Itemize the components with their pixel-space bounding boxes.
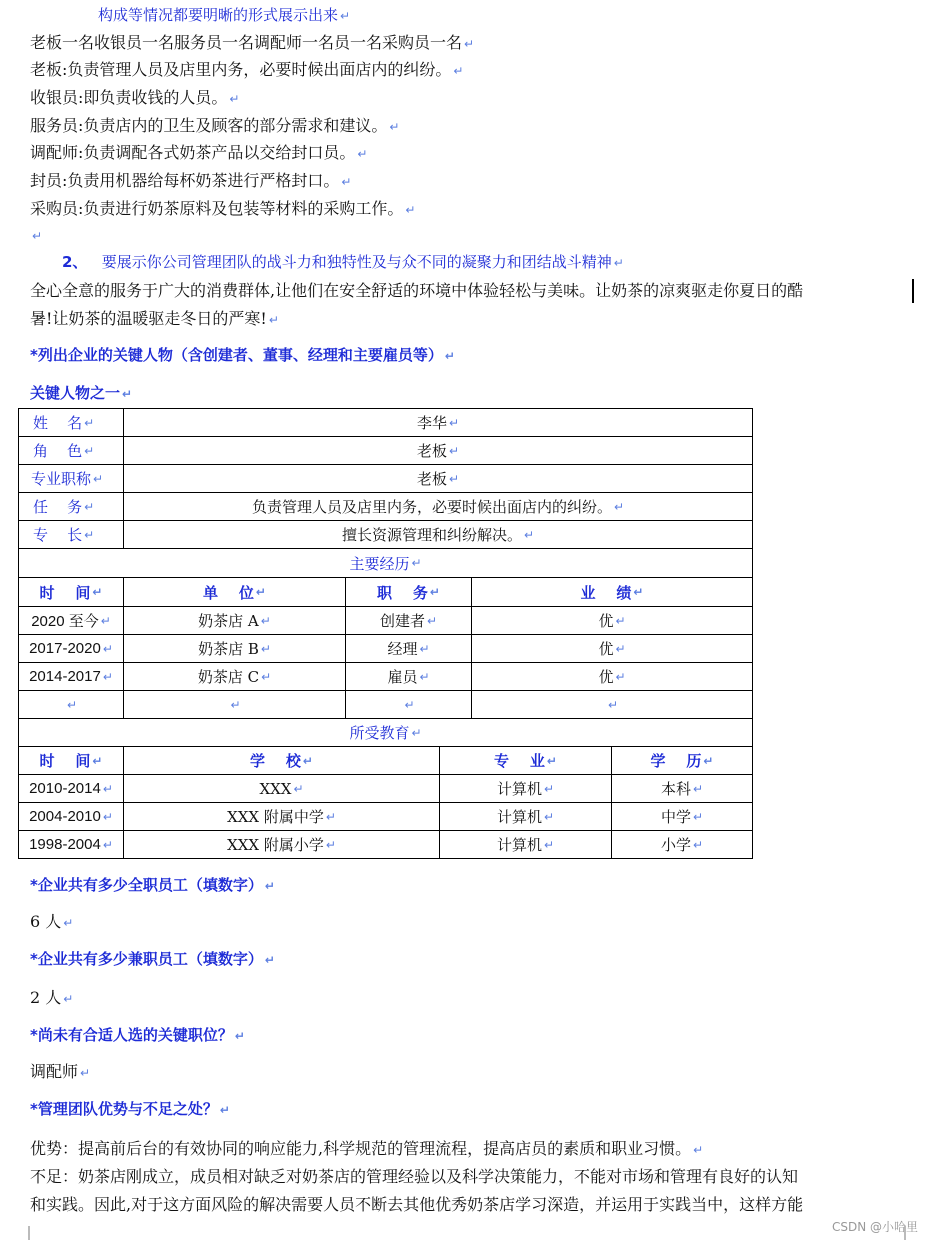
weaknesses-line: 和实践。因此,对于这方面风险的解决需要人员不断去其他优秀奶茶店学习深造，并运用于实践当中，这样方能 [30, 1195, 804, 1214]
mission-paragraph-line: 全心全意的服务于广大的消费群体,让他们在安全舒适的环境中体验轻松与美味。让奶茶的凉爽驱走你夏日的酷 [30, 281, 804, 300]
education-cell: XXX ↵ [123, 774, 440, 803]
profile-value: 擅长资源管理和纠纷解决。 ↵ [123, 520, 753, 549]
staff-summary: 老板一名收银员一名服务员一名调配师一名员一名采购员一名 ↵ [30, 33, 475, 52]
profile-label: 角 色 ↵ [18, 436, 124, 465]
profile-label: 姓 名 ↵ [18, 408, 124, 437]
education-header: 时 间 ↵ [18, 746, 124, 775]
experience-title: 主要经历 ↵ [18, 548, 753, 578]
education-header: 学 校 ↵ [123, 746, 440, 775]
experience-cell: 2020 至今 ↵ [18, 606, 124, 635]
profile-value: 老板 ↵ [123, 436, 753, 465]
answer-parttime: 2 人 ↵ [30, 988, 74, 1007]
experience-cell: 优 ↵ [471, 606, 753, 635]
profile-value: 负责管理人员及店里内务，必要时候出面店内的纠纷。 ↵ [123, 492, 753, 521]
profile-value: 老板 ↵ [123, 464, 753, 493]
key-person-heading: 关键人物之一 ↵ [30, 384, 133, 402]
mission-paragraph-line: 暑!让奶茶的温暖驱走冬日的严寒! ↵ [30, 309, 279, 328]
education-cell: XXX 附属小学 ↵ [123, 830, 440, 859]
text-cursor [912, 279, 914, 303]
experience-cell: 优 ↵ [471, 634, 753, 663]
education-cell: 中学 ↵ [611, 802, 753, 831]
experience-cell: 奶茶店 C ↵ [123, 662, 346, 691]
role-line: 服务员:负责店内的卫生及顾客的部分需求和建议。 ↵ [30, 116, 400, 135]
experience-cell: ↵ [123, 690, 346, 719]
education-cell: 2010-2014 ↵ [18, 774, 124, 803]
answer-vacant: 调配师 ↵ [30, 1062, 91, 1081]
question-fulltime: *企业共有多少全职员工（填数字） ↵ [30, 876, 275, 894]
education-cell: 2004-2010 ↵ [18, 802, 124, 831]
key-people-heading: *列出企业的关键人物（含创建者、董事、经理和主要雇员等） ↵ [30, 346, 455, 364]
profile-label: 专业职称 ↵ [18, 464, 124, 493]
experience-cell: ↵ [471, 690, 753, 719]
role-line: 收银员:即负责收钱的人员。 ↵ [30, 88, 240, 107]
weaknesses-line: 不足：奶茶店刚成立，成员相对缺乏对奶茶店的管理经验以及科学决策能力，不能对市场和管理有良好的认知 [30, 1167, 799, 1186]
education-header: 学 历 ↵ [611, 746, 753, 775]
intro-line: 构成等情况都要明晰的形式展示出来 ↵ [98, 6, 351, 24]
education-header: 专 业 ↵ [439, 746, 612, 775]
page-corner-mark [14, 1226, 30, 1240]
education-title: 所受教育 ↵ [18, 718, 753, 747]
education-cell: 1998-2004 ↵ [18, 830, 124, 859]
experience-header: 职 务 ↵ [345, 577, 472, 607]
education-cell: 计算机 ↵ [439, 802, 612, 831]
role-line: 调配师:负责调配各式奶茶产品以交给封口员。 ↵ [30, 143, 368, 162]
experience-header: 时 间 ↵ [18, 577, 124, 607]
experience-cell: 奶茶店 B ↵ [123, 634, 346, 663]
education-cell: 计算机 ↵ [439, 774, 612, 803]
experience-cell: ↵ [345, 690, 472, 719]
experience-cell: 2017-2020 ↵ [18, 634, 124, 663]
experience-cell: 雇员 ↵ [345, 662, 472, 691]
experience-cell: 经理 ↵ [345, 634, 472, 663]
experience-cell: 2014-2017 ↵ [18, 662, 124, 691]
profile-label: 任 务 ↵ [18, 492, 124, 521]
experience-header: 业 绩 ↵ [471, 577, 753, 607]
watermark: CSDN @小哈里 [831, 1220, 918, 1234]
key-person-table [18, 408, 753, 859]
experience-header: 单 位 ↵ [123, 577, 346, 607]
experience-cell: 创建者 ↵ [345, 606, 472, 635]
experience-cell: ↵ [18, 690, 124, 719]
education-cell: 本科 ↵ [611, 774, 753, 803]
education-cell: XXX 附属中学 ↵ [123, 802, 440, 831]
education-cell: 计算机 ↵ [439, 830, 612, 859]
experience-cell: 奶茶店 A ↵ [123, 606, 346, 635]
experience-cell: 优 ↵ [471, 662, 753, 691]
question-strengths: *管理团队优势与不足之处？ ↵ [30, 1100, 230, 1118]
role-line: 采购员:负责进行奶茶原料及包装等材料的采购工作。 ↵ [30, 199, 416, 218]
role-line: 封员:负责用机器给每杯奶茶进行严格封口。 ↵ [30, 171, 352, 190]
profile-label: 专 长 ↵ [18, 520, 124, 549]
empty-paragraph: ↵ [32, 229, 43, 243]
question-vacant: *尚未有合适人选的关键职位？ ↵ [30, 1026, 245, 1044]
education-cell: 小学 ↵ [611, 830, 753, 859]
question-parttime: *企业共有多少兼职员工（填数字） ↵ [30, 950, 275, 968]
answer-fulltime: 6 人 ↵ [30, 912, 74, 931]
profile-value: 李华 ↵ [123, 408, 753, 437]
strengths-text: 优势：提高前后台的有效协同的响应能力,科学规范的管理流程，提高店员的素质和职业习惯。 ↵ [30, 1139, 704, 1158]
role-line: 老板:负责管理人员及店里内务，必要时候出面店内的纠纷。 ↵ [30, 60, 464, 79]
section-2-heading: 2、 要展示你公司管理团队的战斗力和独特性及与众不同的凝聚力和团结战斗精神 ↵ [62, 253, 624, 271]
